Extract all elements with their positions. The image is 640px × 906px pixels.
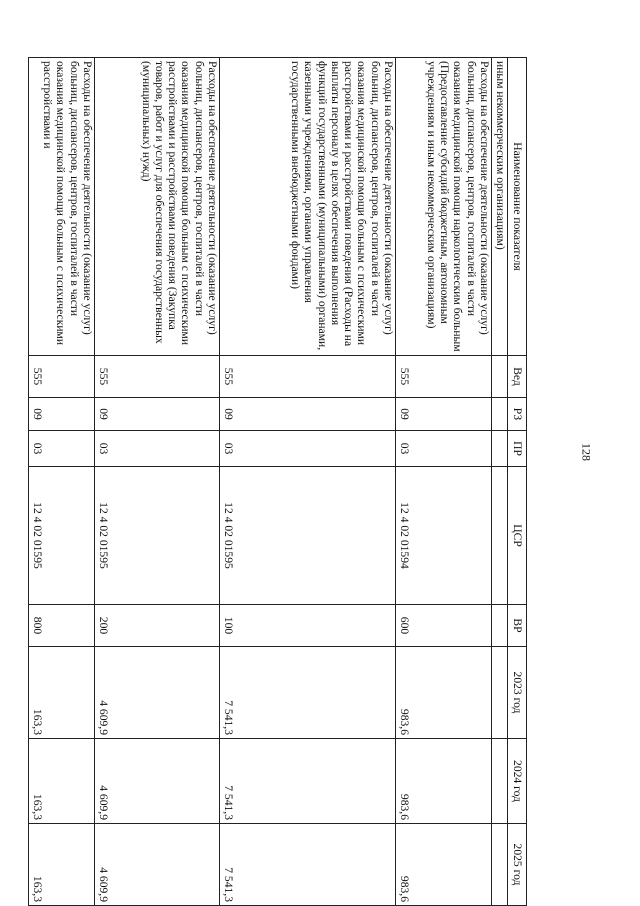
cell-2025: 983,6 [396, 824, 492, 906]
cell-2025: 163,3 [29, 824, 95, 906]
cell-vr: 600 [396, 605, 492, 647]
header-csr: ЦСР [508, 467, 527, 605]
header-rz: РЗ [508, 398, 527, 431]
cell-name: Расходы на обеспечение деятельности (оказание услуг) больниц, диспансеров, центров, госпиталей в части оказания медицинской помощи больным с психическими расстройствами и [29, 58, 95, 356]
cell-2024: 163,3 [29, 739, 95, 824]
cell-name: Расходы на обеспечение деятельности (оказание услуг) больниц, диспансеров, центров, госпиталей в части оказания медицинской помощи больным с психическими расстройствами и расстройствами поведения (Закупка товаров, работ и услуг для обеспечения государственных (муниципальных) нужд) [95, 58, 220, 356]
cell-vr: 100 [220, 605, 396, 647]
header-ved: Вед [508, 356, 527, 398]
cell-vr: 200 [95, 605, 220, 647]
cell-name: Расходы на обеспечение деятельности (оказание услуг) больниц, диспансеров, центров, госпиталей в части оказания медицинской помощи больным с психическими расстройствами и расстройствами поведения (Расходы на выплаты персоналу в целях обеспечения выполнения функций государственными (муниципальными) органами, казенными учреждениями, органами управления государственными внебюджетными фондами) [220, 58, 396, 356]
cell-2025: 4 609,9 [95, 824, 220, 906]
header-row [508, 58, 527, 906]
cell-ved: 555 [95, 356, 220, 398]
header-vr: ВР [508, 605, 527, 647]
table-row [95, 58, 220, 906]
cell-2024 [492, 739, 508, 824]
cell-name: иным некоммерческим организациям) [492, 58, 508, 356]
header-2024: 2024 год [508, 739, 527, 824]
cell-pr: 03 [29, 431, 95, 467]
cell-pr: 03 [220, 431, 396, 467]
cell-2025: 7 541,3 [220, 824, 396, 906]
cell-pr: 03 [95, 431, 220, 467]
cell-vr: 800 [29, 605, 95, 647]
cell-rz [492, 398, 508, 431]
cell-csr: 12 4 02 01594 [396, 467, 492, 605]
cell-2023: 4 609,9 [95, 647, 220, 739]
rotated-page [30, 57, 527, 905]
cell-2024: 983,6 [396, 739, 492, 824]
cell-csr [492, 467, 508, 605]
budget-table [28, 57, 527, 906]
cell-csr: 12 4 02 01595 [95, 467, 220, 605]
page-number: 128 [579, 443, 594, 461]
header-name: Наименование показателя [508, 58, 527, 356]
cell-ved: 555 [396, 356, 492, 398]
cell-rz: 09 [29, 398, 95, 431]
cell-2024: 4 609,9 [95, 739, 220, 824]
cell-pr: 03 [396, 431, 492, 467]
cell-2023: 163,3 [29, 647, 95, 739]
cell-rz: 09 [220, 398, 396, 431]
table-row [396, 58, 492, 906]
header-2025: 2025 год [508, 824, 527, 906]
cell-vr [492, 605, 508, 647]
cell-2024: 7 541,3 [220, 739, 396, 824]
table-row [492, 58, 508, 906]
table-row [220, 58, 396, 906]
header-2023: 2023 год [508, 647, 527, 739]
cell-csr: 12 4 02 01595 [29, 467, 95, 605]
cell-csr: 12 4 02 01595 [220, 467, 396, 605]
header-pr: ПР [508, 431, 527, 467]
cell-2023: 983,6 [396, 647, 492, 739]
cell-name: Расходы на обеспечение деятельности (оказание услуг) больниц, диспансеров, центров, госпиталей в части оказания медицинской помощи наркологическим больным (Предоставление субсидий бюджетным, автономным учреждениям и иным некоммерческим организациям) [396, 58, 492, 356]
cell-2025 [492, 824, 508, 906]
cell-ved: 555 [220, 356, 396, 398]
cell-2023 [492, 647, 508, 739]
cell-ved: 555 [29, 356, 95, 398]
cell-rz: 09 [396, 398, 492, 431]
table-row [29, 58, 95, 906]
cell-2023: 7 541,3 [220, 647, 396, 739]
cell-ved [492, 356, 508, 398]
cell-pr [492, 431, 508, 467]
cell-rz: 09 [95, 398, 220, 431]
